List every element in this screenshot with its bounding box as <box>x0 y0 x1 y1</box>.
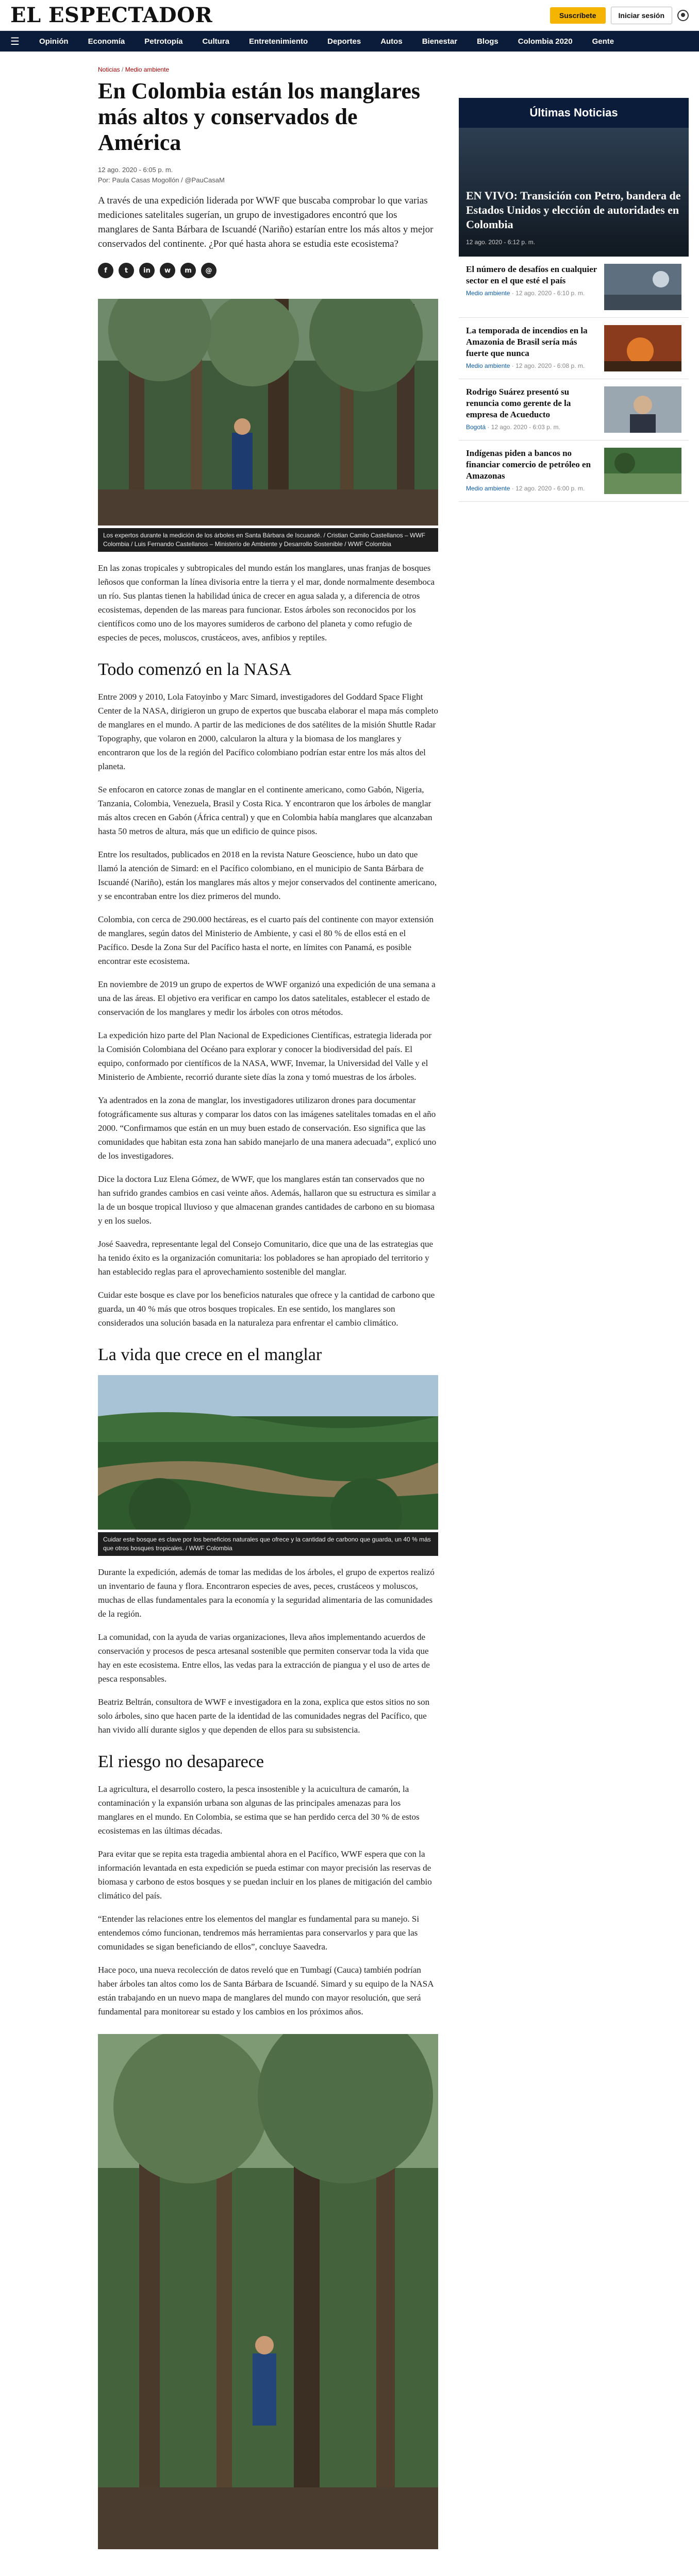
sidebar-news-title[interactable]: Indígenas piden a bancos no financiar comercio de petróleo en Amazonas <box>466 448 591 481</box>
nav-item-colombia-2020[interactable]: Colombia 2020 <box>518 37 573 46</box>
sidebar-news-text <box>466 448 598 494</box>
sidebar-feature-title-text[interactable]: EN VIVO: Transición con Petro, bandera de Estados Unidos y elección de autoridades en Colombia <box>466 189 681 231</box>
paragraph: Hace poco, una nueva recolección de datos reveló que en Tumbagí (Cauca) también podrían haber árboles tan altos como los de Santa Bárbara de Iscuandé. Simard y su equipo de la NASA están trabajando en un nuevo mapa de manglares del mundo con mayor resolución, que será fundamental para monitorear su estado y los cambios en los próximos años. <box>98 1965 434 2016</box>
paragraph: Entre los resultados, publicados en 2018 en la revista Nature Geoscience, hubo un dato que llamó la atención de Simard: en el Pacífico colombiano, en el municipio de Santa Bárbara de Iscuandé (Nariño), están los manglares más altos y mejor conservados del continente americano, y se encontraban entre los diez primeros del mundo. <box>98 850 437 901</box>
figure-3 <box>98 2034 438 2552</box>
top-bar-actions <box>550 7 689 24</box>
nav-item-deportes[interactable]: Deportes <box>327 37 361 46</box>
section-heading-riesgo: El riesgo no desaparece <box>98 1752 264 1771</box>
paragraph: La agricultura, el desarrollo costero, la pesca insostenible y la acuicultura de camarón, la contaminación y la expansión urbana son algunas de las principales amenazas para los manglares en el mundo. En Colombia, se estima que se han perdido cerca del 30 % de estos ecosistemas en las últimas décadas. <box>98 1784 420 1836</box>
nav-item-entretenimiento[interactable]: Entretenimiento <box>248 37 308 46</box>
article <box>10 52 438 2552</box>
paragraph: En noviembre de 2019 un grupo de expertos de WWF organizó una expedición de una semana a una de las áreas. El objetivo era verificar en campo los datos satelitales, establecer el estado de conservación de los manglares y medir los árboles con otros métodos. <box>98 979 436 1017</box>
paragraph: “Entender las relaciones entre los elementos del manglar es fundamental para su manejo. Si entendemos cómo funcionan, tendremos más herramientas para conservarlos y para que las comunidades se sigan beneficiando de ellos”, concluye Saavedra. <box>98 1914 420 1952</box>
paragraph: Para evitar que se repita esta tragedia ambiental ahora en el Pacífico, WWF espera que con la información levantada en esta expedición se pueda estimar con mayor precisión las reservas de biomasa y carbono de estos bosques y se puedan incluir en los planes de mitigación del cambio climático del país. <box>98 1849 432 1901</box>
sidebar-news-item[interactable] <box>459 379 689 440</box>
sidebar-news-text <box>466 386 598 433</box>
sidebar-news-meta: Medio ambiente · 12 ago. 2020 - 6:00 p. m. <box>466 485 585 492</box>
paragraph: Colombia, con cerca de 290.000 hectáreas, es el cuarto país del continente con mayor extensión de manglares, según datos del Ministerio de Ambiente, y casi el 80 % de ellos está en el Pacífico. Desde la Zona Sur del Pacífico hasta el norte, en límites con Panamá, es posible encontrar este ecosistema. <box>98 914 434 966</box>
sidebar-news-thumbnail[interactable] <box>604 448 681 494</box>
article-date: 12 ago. 2020 - 6:05 p. m. <box>98 166 173 174</box>
paragraph: Ya adentrados en la zona de manglar, los investigadores utilizaron drones para documentar fotográficamente sus alturas y comparar los datos con las imágenes satelitales tomadas en el año 2000. “Confirmamos que están en un muy buen estado de conservación. Eso significa que las comunidades que habitan esta zona han sabido manejarlo de una manera adecuada”, explicó uno de los investigadores. <box>98 1095 437 1161</box>
sidebar-news-section[interactable]: Bogotá <box>466 423 486 431</box>
twitter-icon[interactable]: t <box>119 263 134 278</box>
paragraph: La comunidad, con la ayuda de varias organizaciones, lleva años implementando acuerdos de conservación y procesos de pesca artesanal sostenible que permiten conservar toda la vida que hay en este ecosistema. Entre ellos, las vedas para la extracción de piangua y el uso de artes de pesca responsables. <box>98 1632 430 1684</box>
linkedin-icon[interactable]: in <box>139 263 155 278</box>
breadcrumb-medio-ambiente[interactable]: Medio ambiente <box>125 66 170 73</box>
figure-1 <box>98 299 438 552</box>
nav-item-blogs[interactable]: Blogs <box>477 37 498 46</box>
sidebar-news-text <box>466 325 598 371</box>
nav-item-economia[interactable]: Economía <box>88 37 125 46</box>
main-nav <box>0 31 699 52</box>
nav-item-cultura[interactable]: Cultura <box>202 37 229 46</box>
article-title: En Colombia están los manglares más altos y conservados de América <box>98 78 421 155</box>
sidebar-feature[interactable] <box>459 128 689 257</box>
paragraph: En las zonas tropicales y subtropicales del mundo están los manglares, unas franjas de bosques leñosos que conforman la línea divisoria entre la tierra y el mar, donde normalmente desemboca un río. Sus plantas tienen la habilidad única de crecer en agua salada y, a diferencia de otros ecosistemas, dependen de las mareas para funcionar. Estos árboles son reconocidos por los científicos como uno de los mayores sumideros de carbono del planeta y como refugio de especies de peces, moluscos, crustáceos, aves, anfibios y reptiles. <box>98 563 435 642</box>
sidebar-latest-news <box>459 98 689 2552</box>
top-bar <box>0 0 699 31</box>
login-button[interactable]: Iniciar sesión <box>611 7 672 24</box>
paragraph: La expedición hizo parte del Plan Nacional de Expediciones Científicas, estrategia liderada por la Comisión Colombiana del Océano para explorar y conocer la biodiversidad del país. El equipo, conformado por científicos de la NASA, WWF, Invemar, la Universidad del Valle y el Ministerio de Ambiente, recorrió durante siete días la zona y tomó muestras de los árboles. <box>98 1030 432 1082</box>
paragraph: José Saavedra, representante legal del Consejo Comunitario, dice que una de las estrategias que ha tenido éxito es la organización comunitaria: los pobladores se han apropiado del territorio y han establecido reglas para el aprovechamiento sostenible del manglar. <box>98 1239 434 1277</box>
sidebar-news-time: 12 ago. 2020 - 6:10 p. m. <box>515 290 585 297</box>
breadcrumb-noticias[interactable]: Noticias <box>98 66 120 73</box>
sidebar-news-title[interactable]: El número de desafíos en cualquier sector en el que esté el país <box>466 264 597 285</box>
sidebar-news-section[interactable]: Medio ambiente <box>466 290 510 297</box>
paragraph: Beatriz Beltrán, consultora de WWF e investigadora en la zona, explica que estos sitios no son solo árboles, sino que hacen parte de la identidad de las comunidades negras del Pacífico, que han vivido allí durante siglos y que dependen de ellos para su subsistencia. <box>98 1697 430 1735</box>
whatsapp-icon[interactable]: w <box>160 263 175 278</box>
messenger-icon[interactable]: m <box>180 263 196 278</box>
paragraph: Dice la doctora Luz Elena Gómez, de WWF, que los manglares están tan conservados que no han sufrido grandes cambios en casi veinte años. Además, hallaron que su estructura es similar a la de un bosque tropical lluvioso y que almacenan grandes cantidades de carbono en su biomasa y en los suelos. <box>98 1174 436 1226</box>
sidebar-news-thumbnail[interactable] <box>604 325 681 371</box>
article-lead: A través de una expedición liderada por WWF que buscaba comprobar lo que varias mediciones satelitales sugerían, un grupo de investigadores encontró que los manglares de Santa Bárbara de Iscuandé (Nariño) estarían entre los más altos y mejor conservados del continente. ¿Por qué hasta ahora se estudia este ecosistema? <box>98 195 434 249</box>
sidebar-news-section[interactable]: Medio ambiente <box>466 485 510 492</box>
nav-item-autos[interactable]: Autos <box>380 37 403 46</box>
figure-2 <box>98 1375 438 1556</box>
sidebar-news-title[interactable]: La temporada de incendios en la Amazonia de Brasil sería más fuerte que nunca <box>466 326 588 358</box>
menu-icon[interactable]: ☰ <box>10 35 20 47</box>
sidebar-news-meta: Bogotá · 12 ago. 2020 - 6:03 p. m. <box>466 423 560 431</box>
paragraph: Entre 2009 y 2010, Lola Fatoyinbo y Marc Simard, investigadores del Goddard Space Flight Center de la NASA, dirigieron un grupo de expertos que buscaba elaborar el mapa más completo de manglares en el mundo. A partir de las mediciones de dos satélites de la misión Shuttle Radar Topography, que volaron en 2000, calcularon la altura y la biomasa de los manglares y encontraron que los de la región del Pacífico colombiano podrían estar entre los más altos del planeta. <box>98 692 438 771</box>
sidebar-news-item[interactable] <box>459 257 689 318</box>
email-icon[interactable]: @ <box>201 263 217 278</box>
sidebar-heading: Últimas Noticias <box>459 98 689 128</box>
sidebar-news-time: 12 ago. 2020 - 6:00 p. m. <box>515 485 585 492</box>
nav-item-opinion[interactable]: Opinión <box>39 37 69 46</box>
mangrove-aerial-photo <box>98 1375 438 1530</box>
sidebar-news-meta: Medio ambiente · 12 ago. 2020 - 6:08 p. m. <box>466 362 585 369</box>
sidebar-news-meta: Medio ambiente · 12 ago. 2020 - 6:10 p. m. <box>466 290 585 297</box>
sidebar-news-section[interactable]: Medio ambiente <box>466 362 510 369</box>
section-heading-nasa: Todo comenzó en la NASA <box>98 660 292 679</box>
facebook-icon[interactable]: f <box>98 263 113 278</box>
page-layout <box>0 52 699 2552</box>
sidebar-news-item[interactable] <box>459 318 689 379</box>
nav-item-petrotopia[interactable]: Petrotopía <box>144 37 183 46</box>
figure-2-caption: Cuidar este bosque es clave por los beneficios naturales que ofrece y la cantidad de carbono que guarda, un 40 % más que otros bosques tropicales. / WWF Colombia <box>98 1532 438 1556</box>
article-author[interactable]: Por: Paula Casas Mogollón / @PauCasaM <box>98 176 225 184</box>
mangrove-measurement-photo <box>98 299 438 526</box>
sidebar-news-time: 12 ago. 2020 - 6:08 p. m. <box>515 362 585 369</box>
user-icon[interactable] <box>677 10 689 21</box>
sidebar-news-title[interactable]: Rodrigo Suárez presentó su renuncia como gerente de la empresa de Acueducto <box>466 387 571 419</box>
figure-1-caption: Los expertos durante la medición de los árboles en Santa Bárbara de Iscuandé. / Cristian Camilo Castellanos – WWF Colombia / Luis Fernando Castellanos – Ministerio de Ambiente y Desarrollo Sostenible / WWF Colombia <box>98 528 438 552</box>
section-heading-vida: La vida que crece en el manglar <box>98 1345 322 1364</box>
nav-item-gente[interactable]: Gente <box>592 37 614 46</box>
sidebar-news-text <box>466 264 598 310</box>
sidebar-news-thumbnail[interactable] <box>604 386 681 433</box>
paragraph: Cuidar este bosque es clave por los beneficios naturales que ofrece y la cantidad de carbono que guarda, un 40 % más que otros bosques tropicales. En ese sentido, los manglares son considerados una solución basada en la naturaleza para enfrentar el cambio climático. <box>98 1290 435 1328</box>
site-logo[interactable]: EL ESPECTADOR <box>10 3 213 27</box>
article-body <box>98 561 438 2552</box>
sidebar-feature-title[interactable] <box>466 189 681 249</box>
paragraph: Se enfocaron en catorce zonas de manglar en el continente americano, como Gabón, Nigeria, Tanzania, Colombia, Venezuela, Brasil y Costa Rica. Y encontraron que los árboles de manglar más altos crecen en Gabón (África central) y que en Colombia había manglares que alcanzaban hasta 50 metros de altura, más que un edificio de quince pisos. <box>98 785 432 836</box>
paragraph: Durante la expedición, además de tomar las medidas de los árboles, el grupo de expertos realizó un inventario de fauna y flora. Encontraron especies de aves, peces, crustáceos y moluscos, muchas de ellas fundamentales para la economía y la seguridad alimentaria de las comunidades de la región. <box>98 1567 435 1619</box>
sidebar-feature-meta: 12 ago. 2020 - 6:12 p. m. <box>466 239 536 246</box>
sidebar-news-thumbnail[interactable] <box>604 264 681 310</box>
sidebar-news-item[interactable] <box>459 440 689 502</box>
subscribe-button[interactable]: Suscríbete <box>550 7 606 24</box>
sidebar-news-time: 12 ago. 2020 - 6:03 p. m. <box>491 423 560 431</box>
share-bar <box>98 263 438 278</box>
article-meta <box>98 165 438 185</box>
nav-item-bienestar[interactable]: Bienestar <box>422 37 458 46</box>
mangrove-forest-photo <box>98 2034 438 2549</box>
breadcrumb: Noticias / Medio ambiente <box>98 66 170 73</box>
